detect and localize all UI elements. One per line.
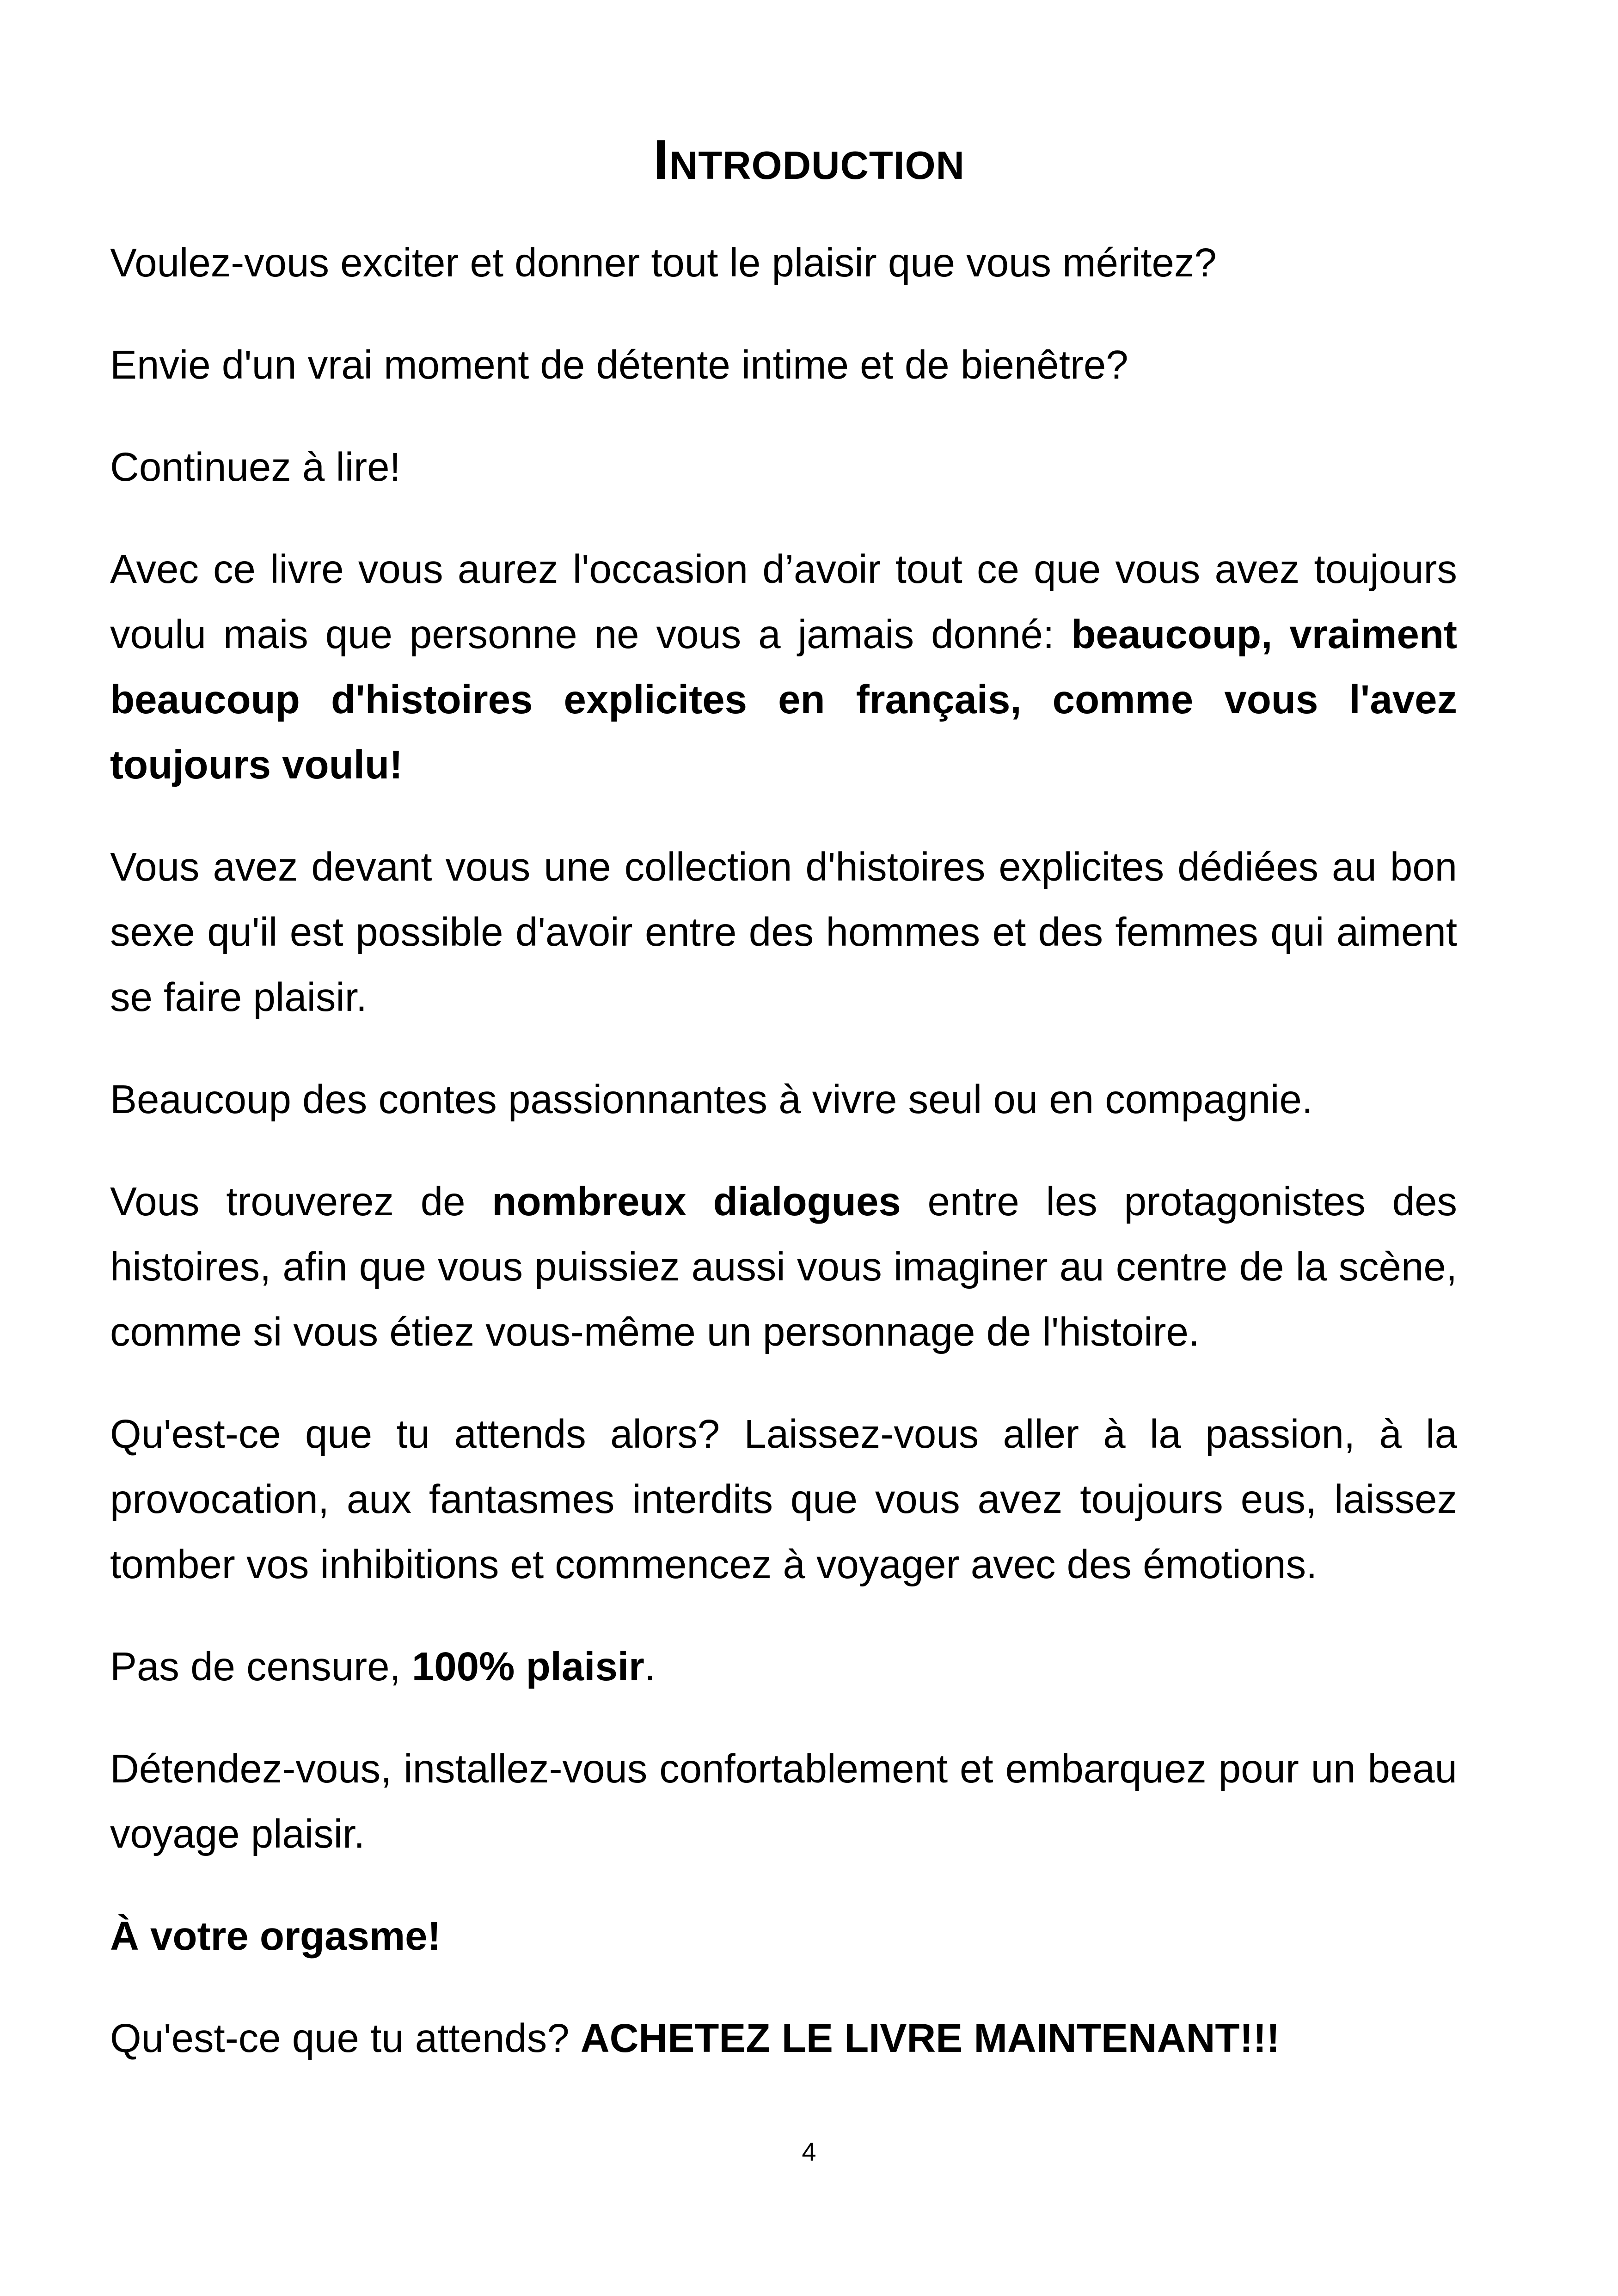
paragraph-8: Qu'est-ce que tu attends alors? Laissez-vous aller à la passion, à la provocation, aux fantasmes interdits que vous avez toujours eus, laissez tomber vos inhibitions et commencez à voyager avec des émotions. xyxy=(110,1412,1457,1587)
paragraph-2: Envie d'un vrai moment de détente intime et de bienêtre? xyxy=(110,343,1128,387)
paragraph-4-bold: beaucoup, vraiment beaucoup d'histoires explicites en français, comme vous l'avez toujours voulu! xyxy=(110,612,1458,787)
paragraph-6: Beaucoup des contes passionnantes à vivre seul ou en compagnie. xyxy=(110,1077,1313,1122)
paragraph-12-text-before: Qu'est-ce que tu attends? xyxy=(110,2016,581,2061)
paragraph-4 xyxy=(110,537,1457,797)
paragraph-7-text-before: Vous trouverez de xyxy=(110,1179,492,1224)
paragraph-9-text-before: Pas de censure, xyxy=(110,1644,412,1689)
paragraph-12 xyxy=(110,2006,1457,2071)
paragraph-7-bold: nombreux dialogues xyxy=(492,1179,901,1224)
paragraph-4-text: Avec ce livre vous aurez l'occasion d’avoir tout ce que vous avez toujours voulu mais que personne ne vous a jamais donné: xyxy=(110,547,1457,657)
paragraph-11-bold: À votre orgasme! xyxy=(110,1914,441,1959)
paragraph-7 xyxy=(110,1169,1457,1365)
body-text xyxy=(110,230,1457,2071)
paragraph-7-text-after: entre les protagonistes des histoires, afin que vous puissiez aussi vous imaginer au centre de la scène, comme si vous étiez vous-même un personnage de l'histoire. xyxy=(110,1179,1457,1354)
paragraph-11 xyxy=(110,1904,1457,1969)
paragraph-5: Vous avez devant vous une collection d'histoires explicites dédiées au bon sexe qu'il est possible d'avoir entre des hommes et des femmes qui aiment se faire plaisir. xyxy=(110,845,1457,1020)
paragraph-12-bold: ACHETEZ LE LIVRE MAINTENANT!!! xyxy=(580,2016,1280,2061)
paragraph-10: Détendez-vous, installez-vous confortablement et embarquez pour un beau voyage plaisir. xyxy=(110,1746,1457,1856)
paragraph-9-text-after: . xyxy=(644,1644,656,1689)
paragraph-1: Voulez-vous exciter et donner tout le plaisir que vous méritez? xyxy=(110,240,1217,285)
paragraph-9-bold: 100% plaisir xyxy=(411,1644,644,1689)
paragraph-3: Continuez à lire! xyxy=(110,445,401,490)
page-title: Introduction xyxy=(653,128,965,191)
paragraph-9 xyxy=(110,1634,1457,1699)
page-number: 4 xyxy=(802,2137,816,2166)
